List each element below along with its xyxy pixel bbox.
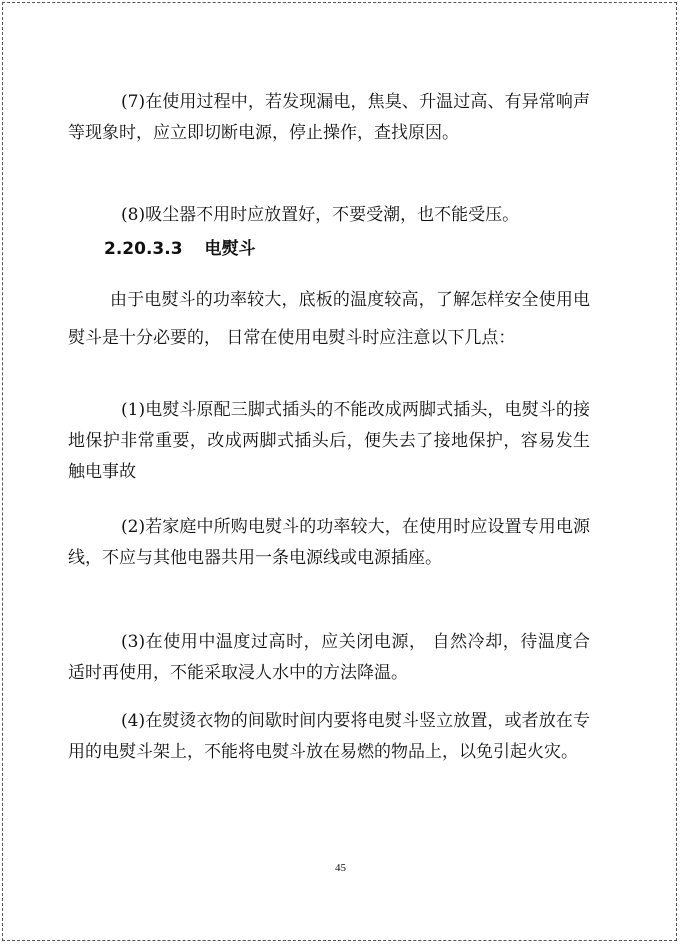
paragraph-7: (7)在使用过程中，若发现漏电，焦臭、升温过高、有异常响声等现象时，应立即切断电源，停止操作，查找原因。 <box>68 92 590 143</box>
item-2: (2)若家庭中所购电熨斗的功率较大，在使用时应设置专用电源线，不应与其他电器共用一条电源线或电源插座。 <box>68 517 590 568</box>
item-1: (1)电熨斗原配三脚式插头的不能改成两脚式插头，电熨斗的接地保护非常重要，改成两脚式插头后，便失去了接地保护，容易发生触电事故 <box>68 400 590 482</box>
section-heading <box>104 234 256 259</box>
section-number: 2.20.3.3 <box>104 239 183 259</box>
section-title: 电熨斗 <box>204 239 256 259</box>
item-4: (4)在熨烫衣物的间歇时间内要将电熨斗竖立放置，或者放在专用的电熨斗架上，不能将电熨斗放在易燃的物品上，以免引起火灾。 <box>68 711 590 762</box>
page-number: 45 <box>335 862 346 874</box>
intro-paragraph: 由于电熨斗的功率较大，底板的温度较高，了解怎样安全使用电熨斗是十分必要的， 日常在使用电熨斗时应注意以下几点： <box>68 290 590 348</box>
paragraph-8: (8)吸尘器不用时应放置好，不要受潮，也不能受压。 <box>121 205 520 225</box>
item-3: (3)在使用中温度过高时，应关闭电源， 自然冷却，待温度合适时再使用，不能采取浸人水中的方法降温。 <box>68 632 590 683</box>
